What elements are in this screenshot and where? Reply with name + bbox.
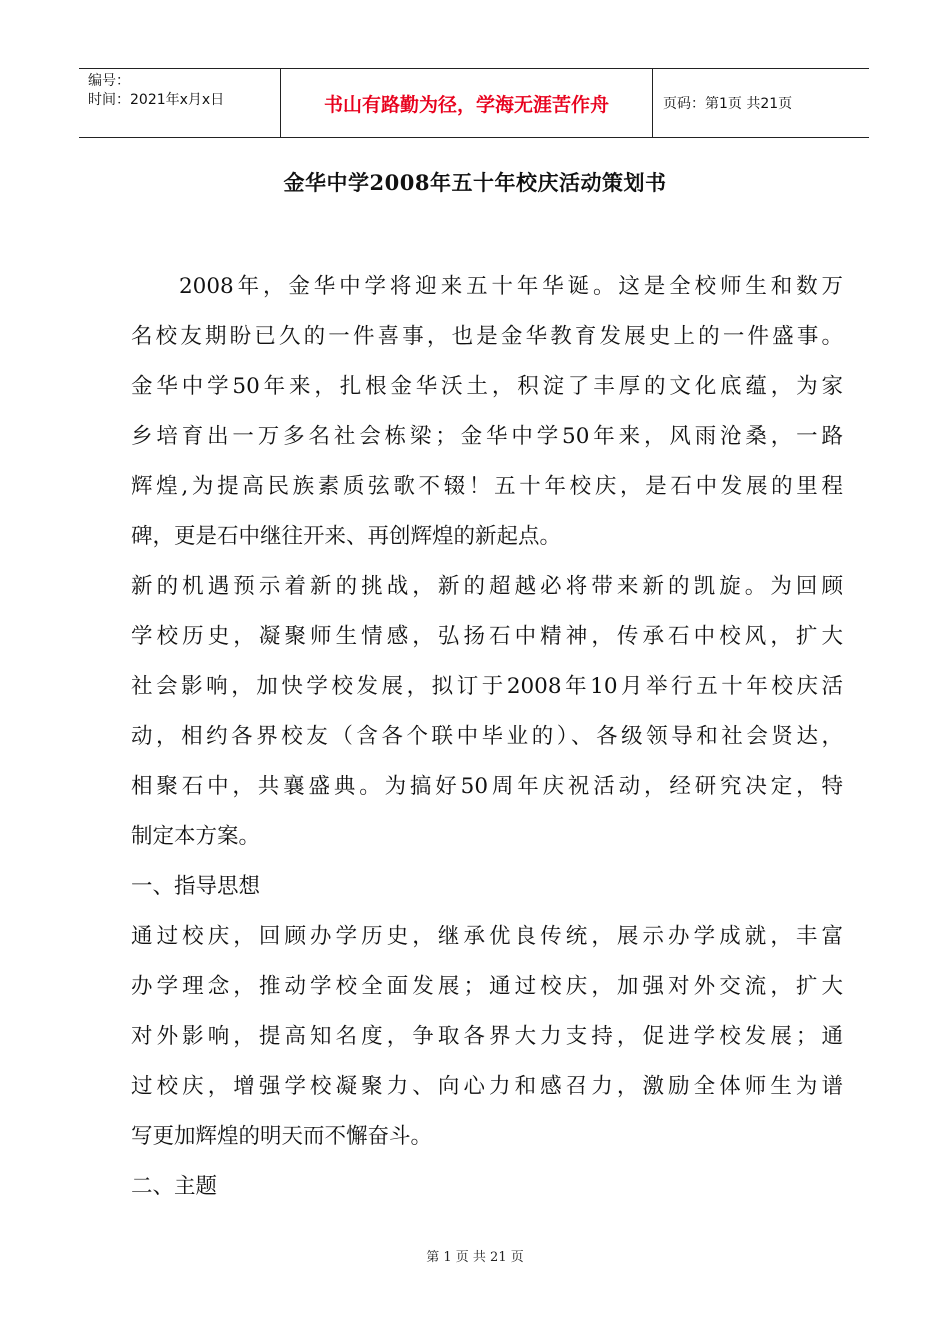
body-line: 动，相约各界校友（含各个联中毕业的）、各级领导和社会贤达，: [131, 724, 843, 749]
body-line: 新的机遇预示着新的挑战，新的超越必将带来新的凯旋。为回顾: [131, 574, 843, 599]
page-footer: 第 1 页 共 21 页: [426, 1250, 524, 1265]
body-line: 名校友期盼已久的一件喜事，也是金华教育发展史上的一件盛事。: [131, 324, 843, 349]
body-line: 辉煌,为提高民族素质弦歌不辍！五十年校庆，是石中发展的里程: [131, 474, 843, 499]
body-line: 社会影响，加快学校发展，拟订于2008年10月举行五十年校庆活: [131, 674, 843, 699]
header-motto: 书山有路勤为径，学海无涯苦作舟: [281, 69, 653, 137]
body-line: 碑，更是石中继往开来、再创辉煌的新起点。: [131, 524, 562, 549]
body-line: 写更加辉煌的明天而不懈奋斗。: [131, 1124, 433, 1149]
body-line: 制定本方案。: [131, 824, 261, 849]
body-line: 乡培育出一万多名社会栋梁；金华中学50年来，风雨沧桑，一路: [131, 424, 843, 449]
body-line: 相聚石中，共襄盛典。为搞好50周年庆祝活动，经研究决定，特: [131, 774, 843, 799]
header-meta: [79, 69, 281, 137]
body-line: 对外影响，提高知名度，争取各界大力支持，促进学校发展；通: [131, 1024, 843, 1049]
document-title: 金华中学2008年五十年校庆活动策划书: [283, 170, 667, 195]
body-line: 办学理念，推动学校全面发展；通过校庆，加强对外交流，扩大: [131, 974, 843, 999]
document-number-label: 编号：: [88, 73, 130, 89]
page-header: [79, 68, 869, 138]
document-time-label: 时间：2021年x月x日: [88, 92, 225, 108]
document-body: [131, 262, 843, 1212]
header-page-info: 页码：第1页 共21页: [663, 96, 793, 112]
section-heading: 二、主题: [131, 1174, 218, 1199]
section-heading: 一、指导思想: [131, 874, 261, 899]
body-line: 学校历史，凝聚师生情感，弘扬石中精神，传承石中校风，扩大: [131, 624, 843, 649]
body-line: 过校庆，增强学校凝聚力、向心力和感召力，激励全体师生为谱: [131, 1074, 843, 1099]
body-line: 2008年，金华中学将迎来五十年华诞。这是全校师生和数万: [179, 274, 843, 299]
body-line: 通过校庆，回顾办学历史，继承优良传统，展示办学成就，丰富: [131, 924, 843, 949]
body-line: 金华中学50年来，扎根金华沃土，积淀了丰厚的文化底蕴，为家: [131, 374, 843, 399]
